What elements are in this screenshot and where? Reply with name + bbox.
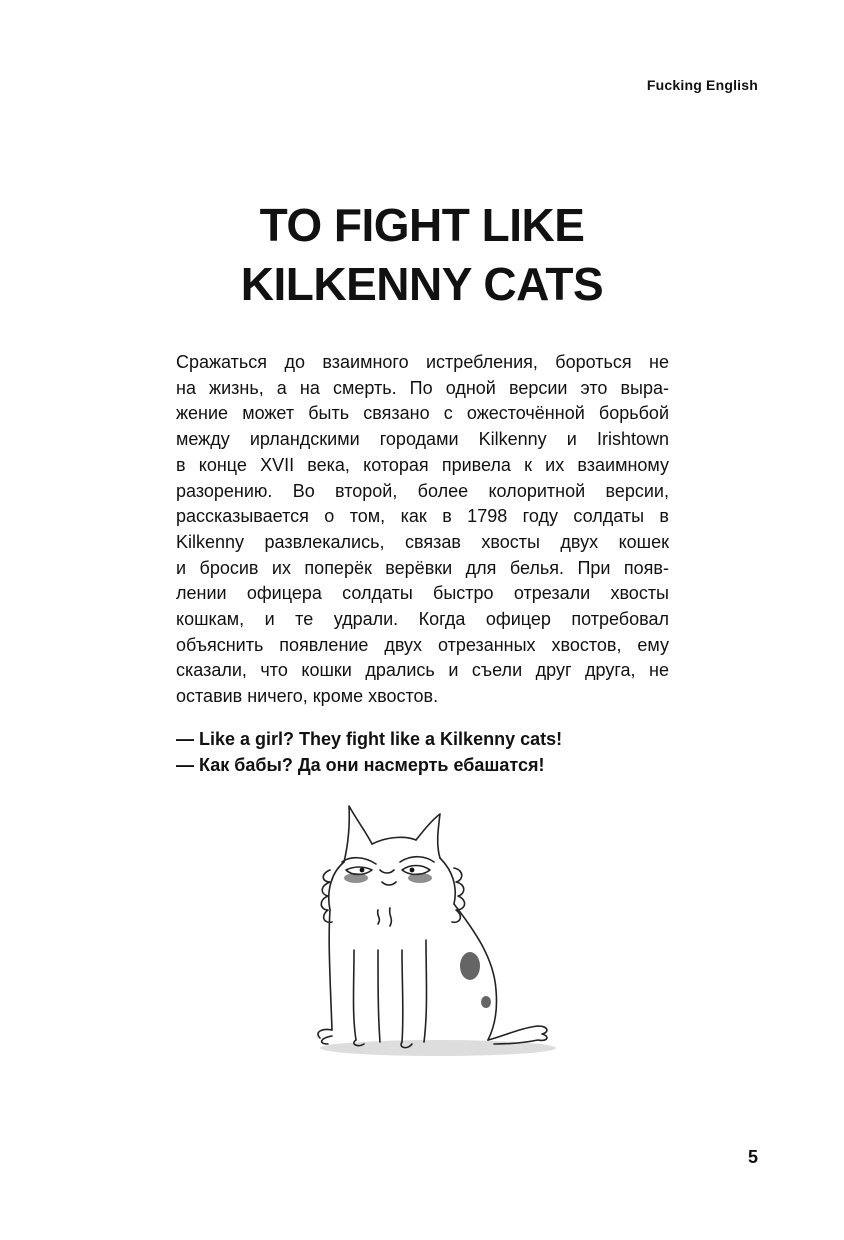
body-line: Kilkenny развлекались, связав хвосты двух кошек <box>176 531 669 552</box>
body-line: оставив ничего, кроме хвостов. <box>176 686 439 707</box>
body-paragraph <box>176 350 669 710</box>
body-line: между ирландскими городами Kilkenny и Irishtown <box>176 429 669 450</box>
cat-illustration <box>298 800 578 1070</box>
title-line-2: KILKENNY CATS <box>240 258 604 310</box>
dialogue-line-russian: — Как бабы? Да они насмерть ебашатся! <box>176 755 545 775</box>
dialogue-line-english: — Like a girl? They fight like a Kilkenny cats! <box>176 729 563 749</box>
body-line: жение может быть связано с ожесточённой борьбой <box>176 403 669 424</box>
page-number: 5 <box>747 1147 758 1167</box>
page-title <box>0 196 844 314</box>
body-line: на жизнь, а на смерть. По одной версии это выра- <box>176 377 669 398</box>
title-line-1: TO FIGHT LIKE <box>259 199 585 251</box>
dialogue-example <box>176 726 676 778</box>
body-line: в конце XVII века, которая привела к их взаимному <box>176 454 669 475</box>
body-line: и бросив их поперёк верёвки для белья. При появ- <box>176 557 669 578</box>
body-line: объяснить появление двух отрезанных хвостов, ему <box>176 634 669 655</box>
body-line: сказали, что кошки дрались и съели друг друга, не <box>176 660 669 681</box>
body-line: кошкам, и те удрали. Когда офицер потребовал <box>176 609 669 630</box>
running-header: Fucking English <box>646 77 758 93</box>
body-line: рассказывается о том, как в 1798 году солдаты в <box>176 506 669 527</box>
body-line: Сражаться до взаимного истребления, бороться не <box>176 352 669 372</box>
body-line: разорению. Во второй, более колоритной версии, <box>176 480 669 501</box>
body-line: лении офицера солдаты быстро отрезали хвосты <box>176 583 669 604</box>
